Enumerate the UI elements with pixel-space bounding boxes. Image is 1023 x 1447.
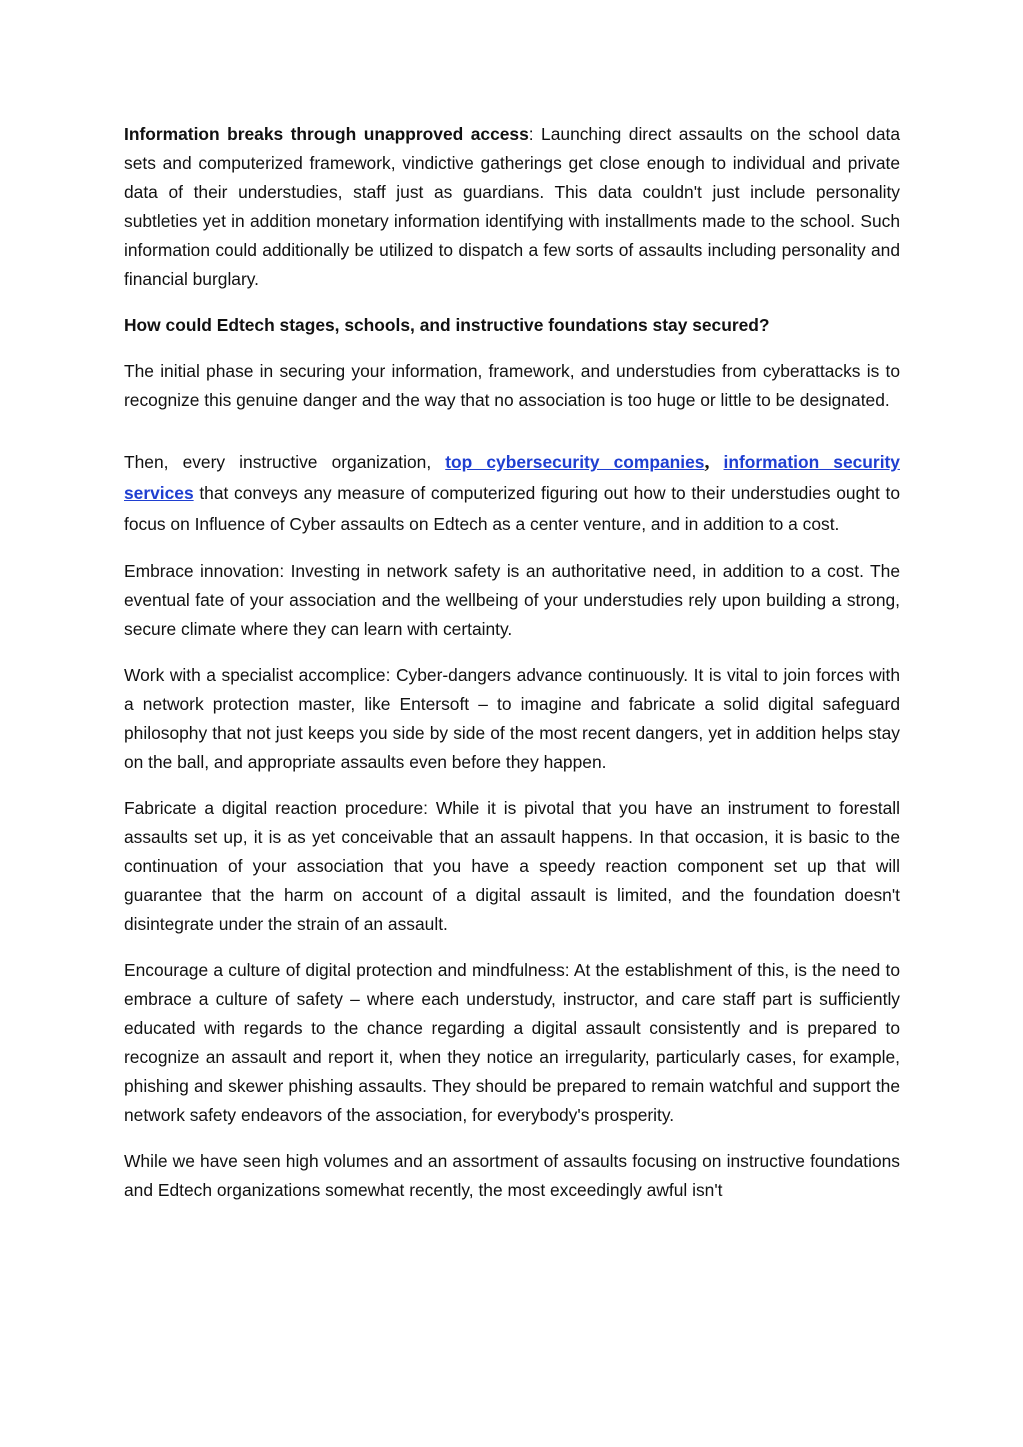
paragraph-text: Then, every instructive organization, <box>124 452 446 472</box>
document-body <box>124 120 900 1222</box>
paragraph-text: that conveys any measure of computerized figuring out how to their understudies ought to focus on Influence of Cyber assaults on Edtech as a center venture, and in addition to a cost. <box>124 483 900 534</box>
paragraph-embrace-innovation: Embrace innovation: Investing in network safety is an authoritative need, in addition to a cost. The eventual fate of your association and the wellbeing of your understudies rely upon building a strong, secure climate where they can learn with certainty. <box>124 561 900 639</box>
link-top-cybersecurity-companies[interactable]: top cybersecurity companies <box>445 452 705 472</box>
paragraph-reaction-procedure: Fabricate a digital reaction procedure: While it is pivotal that you have an instrument to forestall assaults set up, it is as yet conceivable that an assault happens. In that occasion, it is basic to the continuation of your association that you have a speedy reaction component set up that will guarantee that the harm on account of a digital assault is limited, and the foundation doesn't disintegrate under the strain of an assault. <box>124 798 900 934</box>
paragraph-initial-phase: The initial phase in securing your information, framework, and understudies from cyberattacks is to recognize this genuine danger and the way that no association is too huge or little to be designated. <box>124 361 900 410</box>
link-separator: , <box>704 451 710 473</box>
paragraph-lead-bold: Information breaks through unapproved access <box>124 124 529 144</box>
paragraph-high-volumes: While we have seen high volumes and an assortment of assaults focusing on instructive foundations and Edtech organizations somewhat recently, the most exceedingly awful isn't <box>124 1151 900 1200</box>
section-heading: How could Edtech stages, schools, and instructive foundations stay secured? <box>124 315 770 335</box>
paragraph-culture-protection: Encourage a culture of digital protection and mindfulness: At the establishment of this, is the need to embrace a culture of safety – where each understudy, instructor, and care staff part is sufficiently educated with regards to the chance regarding a digital assault consistently and is prepared to recognize an assault and report it, when they notice an irregularity, particularly cases, for example, phishing and skewer phishing assaults. They should be prepared to remain watchful and support the network safety endeavors of the association, for everybody's prosperity. <box>124 960 900 1125</box>
link-information-security-services[interactable]: information security services <box>124 452 900 503</box>
paragraph-specialist-accomplice: Work with a specialist accomplice: Cyber-dangers advance continuously. It is vital to join forces with a network protection master, like Entersoft – to imagine and fabricate a solid digital safeguard philosophy that not just keeps you side by side of the most recent dangers, yet in addition helps stay on the ball, and appropriate assaults even before they happen. <box>124 665 900 772</box>
paragraph-information-breaks <box>124 120 900 294</box>
paragraph-text: : Launching direct assaults on the school data sets and computerized framework, vindictive gatherings get close enough to individual and private data of their understudies, staff just as guardians. This data couldn't just include personality subtleties yet in addition monetary information identifying with installments made to the school. Such information could additionally be utilized to dispatch a few sorts of assaults including personality and financial burglary. <box>124 124 900 289</box>
paragraph-links <box>124 447 900 540</box>
